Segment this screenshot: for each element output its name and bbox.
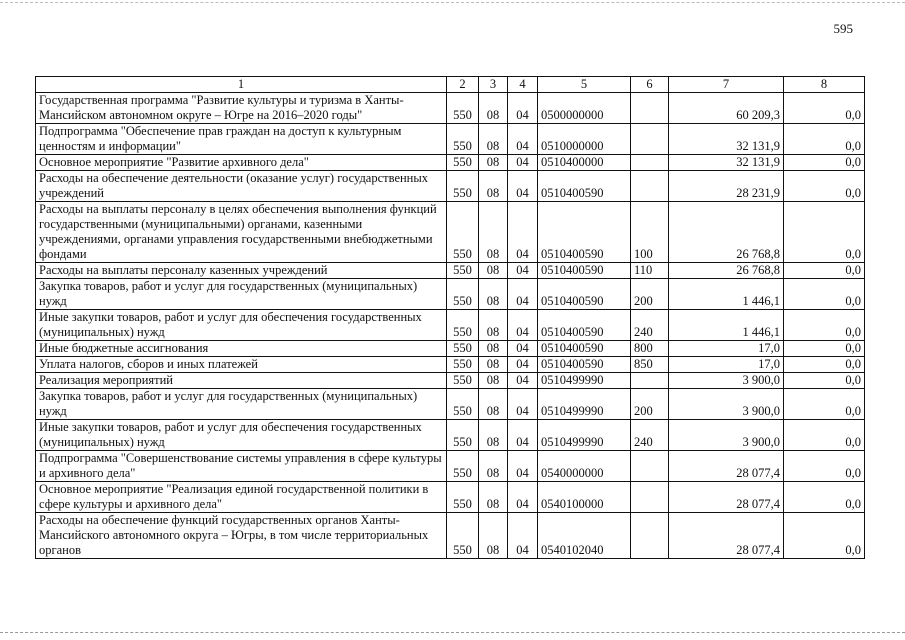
row-subsection-code: 04	[508, 341, 538, 357]
row-amount: 28 077,4	[669, 451, 784, 482]
table-row	[36, 155, 865, 171]
row-amount: 26 768,8	[669, 202, 784, 263]
row-subsection-code: 04	[508, 420, 538, 451]
row-expense-type: 240	[631, 420, 669, 451]
row-section-code: 08	[479, 263, 508, 279]
row-subsection-code: 04	[508, 202, 538, 263]
row-amount-2: 0,0	[784, 263, 865, 279]
row-subsection-code: 04	[508, 93, 538, 124]
row-name: Расходы на обеспечение деятельности (оказание услуг) государственных учреждений	[36, 171, 447, 202]
row-target-code: 0510400590	[538, 357, 631, 373]
row-subsection-code: 04	[508, 389, 538, 420]
row-expense-type: 100	[631, 202, 669, 263]
row-amount-2: 0,0	[784, 310, 865, 341]
col-header-4: 4	[508, 77, 538, 93]
table-row	[36, 93, 865, 124]
col-header-5: 5	[538, 77, 631, 93]
row-amount: 17,0	[669, 341, 784, 357]
row-subsection-code: 04	[508, 451, 538, 482]
top-scan-border	[0, 2, 905, 3]
row-amount: 32 131,9	[669, 124, 784, 155]
row-target-code: 0510400590	[538, 263, 631, 279]
row-target-code: 0510499990	[538, 373, 631, 389]
row-name: Основное мероприятие "Реализация единой государственной политики в сфере культуры и архивного дела"	[36, 482, 447, 513]
row-subsection-code: 04	[508, 310, 538, 341]
table-row	[36, 310, 865, 341]
table-row	[36, 451, 865, 482]
row-amount-2: 0,0	[784, 124, 865, 155]
row-subsection-code: 04	[508, 171, 538, 202]
row-name: Иные бюджетные ассигнования	[36, 341, 447, 357]
table-row	[36, 513, 865, 559]
row-section-code: 08	[479, 513, 508, 559]
row-name: Расходы на выплаты персоналу казенных учреждений	[36, 263, 447, 279]
row-target-code: 0510000000	[538, 124, 631, 155]
row-ministry-code: 550	[447, 451, 479, 482]
row-name: Подпрограмма "Совершенствование системы управления в сфере культуры и архивного дела"	[36, 451, 447, 482]
row-expense-type	[631, 93, 669, 124]
row-amount: 1 446,1	[669, 310, 784, 341]
row-ministry-code: 550	[447, 124, 479, 155]
row-target-code: 0500000000	[538, 93, 631, 124]
row-section-code: 08	[479, 482, 508, 513]
row-target-code: 0510400000	[538, 155, 631, 171]
row-target-code: 0510400590	[538, 171, 631, 202]
row-expense-type	[631, 373, 669, 389]
row-amount-2: 0,0	[784, 357, 865, 373]
col-header-3: 3	[479, 77, 508, 93]
row-expense-type: 850	[631, 357, 669, 373]
page-number: 595	[833, 21, 853, 36]
row-target-code: 0510400590	[538, 310, 631, 341]
row-ministry-code: 550	[447, 202, 479, 263]
row-expense-type	[631, 155, 669, 171]
row-expense-type: 200	[631, 389, 669, 420]
row-amount-2: 0,0	[784, 93, 865, 124]
table-row	[36, 357, 865, 373]
row-target-code: 0510400590	[538, 341, 631, 357]
row-section-code: 08	[479, 420, 508, 451]
row-amount-2: 0,0	[784, 171, 865, 202]
row-ministry-code: 550	[447, 482, 479, 513]
col-header-1: 1	[36, 77, 447, 93]
table-row	[36, 279, 865, 310]
row-amount: 28 077,4	[669, 513, 784, 559]
row-subsection-code: 04	[508, 263, 538, 279]
row-amount: 60 209,3	[669, 93, 784, 124]
row-name: Реализация мероприятий	[36, 373, 447, 389]
row-section-code: 08	[479, 310, 508, 341]
row-ministry-code: 550	[447, 513, 479, 559]
row-section-code: 08	[479, 155, 508, 171]
row-ministry-code: 550	[447, 279, 479, 310]
row-expense-type	[631, 513, 669, 559]
row-name: Закупка товаров, работ и услуг для государственных (муниципальных) нужд	[36, 279, 447, 310]
row-expense-type: 200	[631, 279, 669, 310]
budget-table	[35, 76, 865, 559]
row-target-code: 0540100000	[538, 482, 631, 513]
row-expense-type: 800	[631, 341, 669, 357]
row-amount-2: 0,0	[784, 513, 865, 559]
table-row	[36, 373, 865, 389]
row-amount: 1 446,1	[669, 279, 784, 310]
row-amount-2: 0,0	[784, 420, 865, 451]
row-ministry-code: 550	[447, 341, 479, 357]
row-ministry-code: 550	[447, 420, 479, 451]
row-name: Закупка товаров, работ и услуг для государственных (муниципальных) нужд	[36, 389, 447, 420]
row-ministry-code: 550	[447, 155, 479, 171]
col-header-6: 6	[631, 77, 669, 93]
row-name: Расходы на обеспечение функций государственных органов Ханты-Мансийского автономного округа – Югры, в том числе территориальных органов	[36, 513, 447, 559]
table-row	[36, 263, 865, 279]
row-name: Расходы на выплаты персоналу в целях обеспечения выполнения функций государственными (муниципальными) органами, казенными учреждениями, органами управления государственными внебюджетными фондами	[36, 202, 447, 263]
row-section-code: 08	[479, 171, 508, 202]
table-row	[36, 124, 865, 155]
row-name: Основное мероприятие "Развитие архивного дела"	[36, 155, 447, 171]
row-name: Иные закупки товаров, работ и услуг для обеспечения государственных (муниципальных) нужд	[36, 310, 447, 341]
row-amount-2: 0,0	[784, 389, 865, 420]
row-section-code: 08	[479, 451, 508, 482]
row-name: Иные закупки товаров, работ и услуг для обеспечения государственных (муниципальных) нужд	[36, 420, 447, 451]
row-amount: 3 900,0	[669, 373, 784, 389]
row-amount-2: 0,0	[784, 279, 865, 310]
bottom-scan-border	[0, 632, 905, 633]
header-row	[36, 77, 865, 93]
row-amount-2: 0,0	[784, 451, 865, 482]
row-target-code: 0540102040	[538, 513, 631, 559]
row-section-code: 08	[479, 124, 508, 155]
row-section-code: 08	[479, 389, 508, 420]
row-amount: 26 768,8	[669, 263, 784, 279]
table-row	[36, 420, 865, 451]
row-amount: 3 900,0	[669, 389, 784, 420]
row-section-code: 08	[479, 202, 508, 263]
row-section-code: 08	[479, 373, 508, 389]
col-header-7: 7	[669, 77, 784, 93]
row-subsection-code: 04	[508, 155, 538, 171]
row-ministry-code: 550	[447, 310, 479, 341]
row-name: Государственная программа "Развитие культуры и туризма в Ханты-Мансийском автономном округе – Югре на 2016–2020 годы"	[36, 93, 447, 124]
row-expense-type: 240	[631, 310, 669, 341]
row-target-code: 0510400590	[538, 279, 631, 310]
row-amount-2: 0,0	[784, 202, 865, 263]
table-row	[36, 202, 865, 263]
row-section-code: 08	[479, 357, 508, 373]
row-subsection-code: 04	[508, 513, 538, 559]
row-expense-type	[631, 482, 669, 513]
row-subsection-code: 04	[508, 373, 538, 389]
row-amount-2: 0,0	[784, 155, 865, 171]
row-target-code: 0510400590	[538, 202, 631, 263]
table-row	[36, 482, 865, 513]
row-expense-type	[631, 171, 669, 202]
row-subsection-code: 04	[508, 124, 538, 155]
row-amount: 17,0	[669, 357, 784, 373]
row-section-code: 08	[479, 279, 508, 310]
row-amount: 28 231,9	[669, 171, 784, 202]
row-subsection-code: 04	[508, 279, 538, 310]
row-subsection-code: 04	[508, 357, 538, 373]
row-expense-type	[631, 124, 669, 155]
row-target-code: 0510499990	[538, 420, 631, 451]
table-row	[36, 389, 865, 420]
row-ministry-code: 550	[447, 171, 479, 202]
row-name: Подпрограмма "Обеспечение прав граждан на доступ к культурным ценностям и информации"	[36, 124, 447, 155]
row-section-code: 08	[479, 341, 508, 357]
row-target-code: 0540000000	[538, 451, 631, 482]
row-subsection-code: 04	[508, 482, 538, 513]
row-ministry-code: 550	[447, 357, 479, 373]
row-amount: 32 131,9	[669, 155, 784, 171]
row-expense-type: 110	[631, 263, 669, 279]
row-ministry-code: 550	[447, 389, 479, 420]
row-amount-2: 0,0	[784, 373, 865, 389]
row-section-code: 08	[479, 93, 508, 124]
row-amount: 28 077,4	[669, 482, 784, 513]
row-amount-2: 0,0	[784, 341, 865, 357]
table-row	[36, 341, 865, 357]
col-header-2: 2	[447, 77, 479, 93]
row-ministry-code: 550	[447, 93, 479, 124]
row-ministry-code: 550	[447, 263, 479, 279]
row-target-code: 0510499990	[538, 389, 631, 420]
table-row	[36, 171, 865, 202]
row-name: Уплата налогов, сборов и иных платежей	[36, 357, 447, 373]
row-amount: 3 900,0	[669, 420, 784, 451]
row-expense-type	[631, 451, 669, 482]
row-amount-2: 0,0	[784, 482, 865, 513]
col-header-8: 8	[784, 77, 865, 93]
row-ministry-code: 550	[447, 373, 479, 389]
